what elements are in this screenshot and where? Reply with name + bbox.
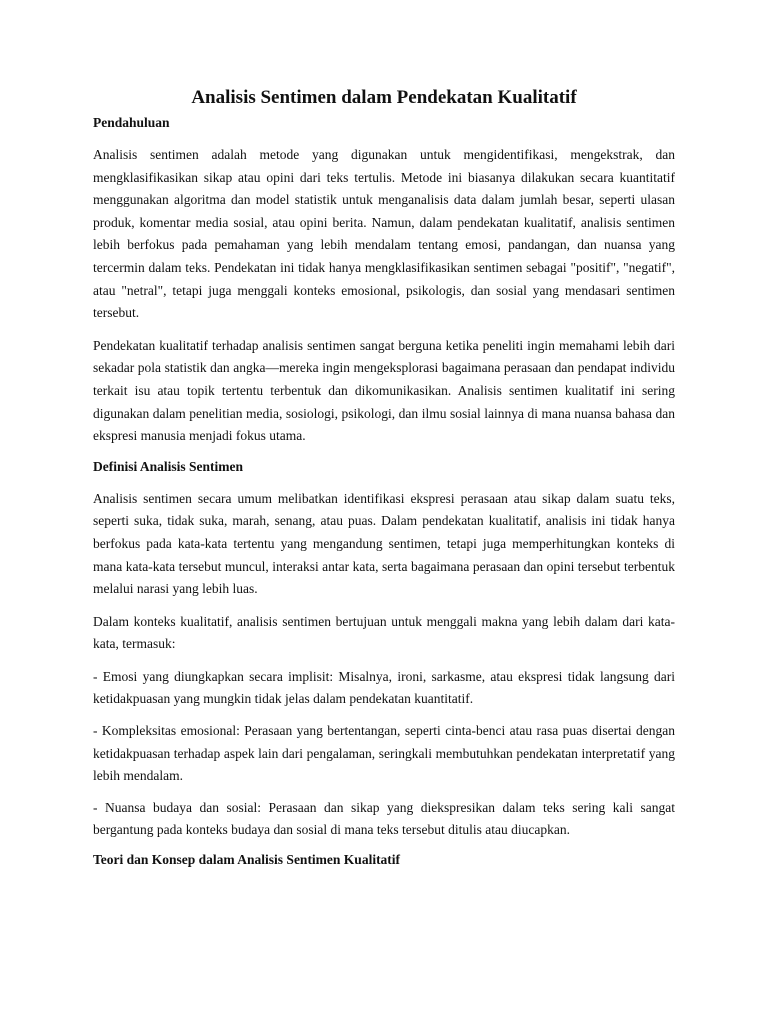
document-title: Analisis Sentimen dalam Pendekatan Kualitatif	[191, 87, 577, 108]
paragraph: Analisis sentimen secara umum melibatkan identifikasi ekspresi perasaan atau sikap dalam suatu teks, seperti suka, tidak suka, marah, senang, atau puas. Dalam pendekatan kualitatif, analisis ini tidak hanya berfokus pada kata-kata tertentu yang mengandung sentimen, tetapi juga memperhitungkan konteks di mana kata-kata tersebut muncul, interaksi antar kata, serta bagaimana perasaan dan opini tersebut terbentuk melalui narasi yang lebih luas.	[93, 490, 675, 597]
paragraph: Pendekatan kualitatif terhadap analisis sentimen sangat berguna ketika peneliti ingin memahami lebih dari sekadar pola statistik dan angka—mereka ingin mengeksplorasi bagaimana perasaan dan pendapat individu terkait isu atau topik tertentu terbentuk dan dikomunikasikan. Analisis sentimen kualitatif ini sering digunakan dalam penelitian media, sosiologi, psikologi, dan ilmu sosial lainnya di mana nuansa bahasa dan ekspresi manusia menjadi fokus utama.	[93, 337, 675, 444]
section-heading: Definisi Analisis Sentimen	[93, 458, 244, 474]
list-item: - Emosi yang diungkapkan secara implisit: Misalnya, ironi, sarkasme, atau ekspresi tidak langsung dari ketidakpuasan yang mungkin tidak jelas dalam pendekatan kuantitatif.	[93, 668, 675, 707]
section-definisi	[93, 458, 675, 842]
list-item: - Kompleksitas emosional: Perasaan yang bertentangan, seperti cinta-benci atau rasa puas disertai dengan ketidakpuasan terhadap aspek lain dari pengalaman, seringkali membutuhkan pendekatan interpretatif yang lebih mendalam.	[93, 723, 675, 784]
section-teori	[93, 851, 675, 869]
section-heading: Pendahuluan	[93, 115, 170, 130]
list-item: - Nuansa budaya dan sosial: Perasaan dan sikap yang diekspresikan dalam teks sering kali sangat bergantung pada konteks budaya dan sosial di mana teks tersebut ditulis atau diucapkan.	[93, 799, 675, 838]
paragraph: Dalam konteks kualitatif, analisis sentimen bertujuan untuk menggali makna yang lebih dalam dari kata-kata, termasuk:	[93, 613, 675, 652]
section-heading: Teori dan Konsep dalam Analisis Sentimen Kualitatif	[93, 852, 401, 868]
section-pendahuluan	[93, 114, 675, 448]
paragraph: Analisis sentimen adalah metode yang digunakan untuk mengidentifikasi, mengekstrak, dan mengklasifikasikan sikap atau opini dari teks tertulis. Metode ini biasanya dilakukan secara kuantitatif menggunakan algoritma dan model statistik untuk menganalisis data dalam jumlah besar, seperti ulasan produk, komentar media sosial, atau opini berita. Namun, dalam pendekatan kualitatif, analisis sentimen lebih berfokus pada pemahaman yang lebih mendalam tentang emosi, pandangan, dan nuansa yang tercermin dalam teks. Pendekatan ini tidak hanya mengklasifikasikan sentimen sebagai "positif", "negatif", atau "netral", tetapi juga menggali konteks emosional, psikologis, dan sosial yang mendasari sentimen tersebut.	[93, 147, 675, 321]
